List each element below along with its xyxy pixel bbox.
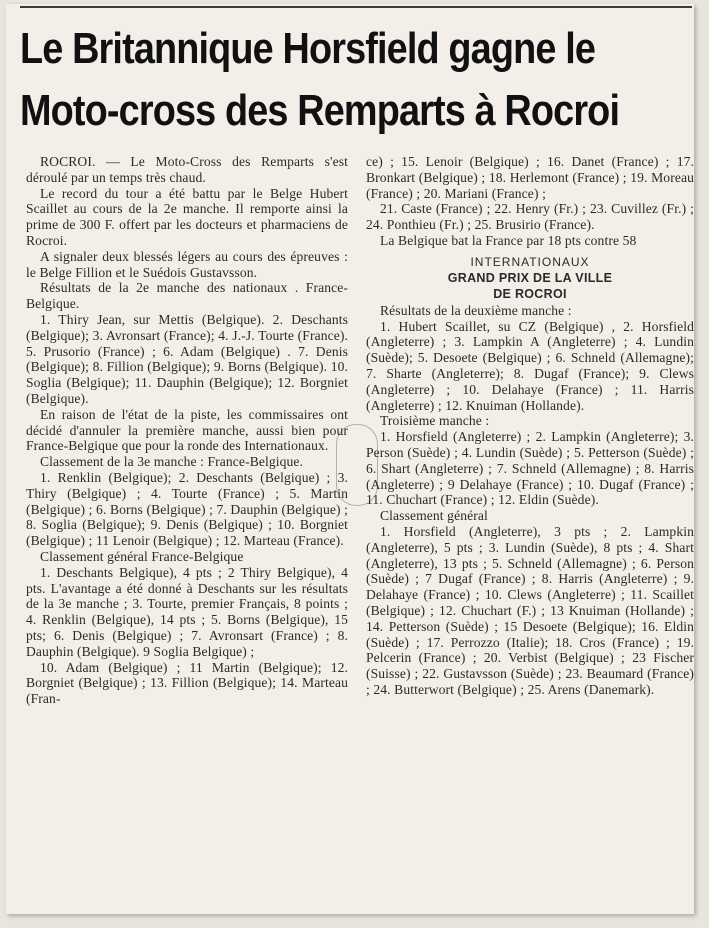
- results-paragraph: 1. Horsfield (Angleterre), 3 pts ; 2. Lampkin (Angleterre), 5 pts ; 3. Lundin (Suède), 8 pts ; 4. Shart (Angleterre), 13 pts ; 5. Schneld (Allemagne) ; 6. Person (Suède) ; 7 Dugaf (France) ; 8. Harris (Angleterre) ; 9. Delahaye (France) ; 10. Clews (Angleterre) ; 11. Scaillet (Belgique) ; 12. Chuchart (F.) ; 13 Knuiman (Hollande) ; 14. Petterson (Suède) ; 15 Desoete (Belgique); 16. Eldin (Suède) ; 17. Perrozzo (Italie); 18. Cros (France) ; 19. Pelcerin (France) ; 20. Verbist (Belgique) ; 23 Fischer (Suisse) ; 22. Gustavsson (Suède) ; 23. Beaumard (France) ; 24. Butterwort (Belgique) ; 25. Arens (Danemark).: [366, 523, 694, 697]
- article-column-2: [366, 154, 694, 698]
- results-paragraph: 1. Deschants Belgique), 4 pts ; 2 Thiry Belgique), 4 pts. L'avantage a été donné à Deschants sur les résultats de la 3e manche ; 3. Tourte, premier Français, 8 points ; 4. Renklin (Belgique), 14 pts ; 5. Borns (Belgique), 15 pts; 6. Denis (Belgique) ; 7. Avronsart (France) ; 8. Dauphin (Belgique). 9 Soglia Belgique) ;: [26, 564, 348, 659]
- paragraph: Résultats de la deuxième manche :: [380, 302, 572, 318]
- results-paragraph: 21. Caste (France) ; 22. Henry (Fr.) ; 23. Cuvillez (Fr.) ; 24. Ponthieu (Fr.) ; 25. Brusirio (France).: [366, 201, 694, 233]
- paragraph: Classement général: [380, 508, 488, 524]
- newspaper-clipping: [6, 4, 694, 914]
- results-paragraph: 1. Hubert Scaillet, su CZ (Belgique) , 2. Horsfield (Angleterre) ; 3. Lampkin A (Angleterre) ; 4. Lundin (Suède); 5. Desoete (Belgique) ; 6. Schneld (Allemagne); 7. Sharte (Angleterre); 8. Dugaf (France); 9. Clews (Angleterre) ; 10. Delahaye (France) ; 11. Harris (Angleterre) ; 12. Knuiman (Hollande).: [366, 318, 694, 413]
- paragraph: A signaler deux blessés légers au cours des épreuves : le Belge Fillion et le Suédois Gustavsson.: [26, 248, 348, 280]
- ink-stamp-mark: [336, 424, 378, 506]
- article-column-1: [26, 154, 348, 707]
- headline: [20, 18, 620, 142]
- results-paragraph: ce) ; 15. Lenoir (Belgique) ; 16. Danet (France) ; 17. Bronkart (Belgique) ; 18. Herlemont (France) ; 19. Moreau (France) ; 20. Mariani (France) ;: [366, 154, 694, 201]
- results-paragraph: 1. Thiry Jean, sur Mettis (Belgique). 2. Deschants (Belgique); 3. Avronsart (France); 4. J.-J. Tourte (France). 5. Prusorio (France) ; 6. Adam (Belgique) . 7. Denis (Belgique); 8. Fillion (Belgique); 9. Borns (Belgique). 10. Soglia (Belgique); 11. Dauphin (Belgique); 12. Borgniet (Belgique).: [26, 311, 348, 406]
- paragraph: Le record du tour a été battu par le Belge Hubert Scaillet au cours de la 2e manche. Il remporte ainsi la prime de 300 F. offert par les docteurs et pharmaciens de Rocroi.: [26, 185, 348, 248]
- paragraph: ROCROI. — Le Moto-Cross des Remparts s'est déroulé par un temps très chaud.: [26, 154, 348, 185]
- headline-line-2: Moto-cross des Remparts à Rocroi: [20, 86, 620, 135]
- paragraph: En raison de l'état de la piste, les commissaires ont décidé d'annuler la première manche, aussi bien pour France-Belgique que pour la ronde des Internationaux.: [26, 406, 348, 454]
- paragraph: Classement général France-Belgique: [40, 548, 244, 564]
- paragraph: Troisième manche :: [380, 413, 490, 429]
- paragraph: Classement de la 3e manche : France-Belgique.: [40, 454, 304, 470]
- results-paragraph: 1. Renklin (Belgique); 2. Deschants (Belgique) ; 3. Thiry (Belgique) ; 4. Tourte (France) ; 5. Martin (Belgique) ; 6. Borns (Belgique) ; 7. Dauphin (Belgique) ; 8. Soglia (Belgique); 9. Denis (Belgique) ; 10. Borgniet (Belgique) ; 11 Lenoir (Belgique) ; 12. Marteau (France).: [26, 469, 348, 549]
- section-title-line-2: DE ROCROI: [493, 286, 567, 301]
- section-title-line-1: GRAND PRIX DE LA VILLE: [447, 270, 613, 285]
- headline-line-1: Le Britannique Horsfield gagne le: [20, 24, 596, 73]
- results-paragraph: 10. Adam (Belgique) ; 11 Martin (Belgique); 12. Borgniet (Belgique) ; 13. Fillion (Belgique); 14. Marteau (Fran-: [26, 659, 348, 707]
- results-paragraph: 1. Horsfield (Angleterre) ; 2. Lampkin (Angleterre); 3. Person (Suède) ; 4. Lundin (Suède) ; 5. Petterson (Suède) ; 6. Shart (Angleterre) ; 7. Schneld (Allemagne) ; 8. Harris (Angleterre) ; 9 Delahaye (France) ; 10. Dugaf (France) ; 11. Chuchart (France) ; 12. Eldin (Suède).: [366, 429, 694, 508]
- section-label: INTERNATIONAUX: [470, 254, 590, 269]
- paragraph: La Belgique bat la France par 18 pts contre 58: [380, 232, 637, 248]
- top-rule: [20, 6, 692, 8]
- paragraph: Résultats de la 2e manche des nationaux . France-Belgique.: [26, 280, 348, 312]
